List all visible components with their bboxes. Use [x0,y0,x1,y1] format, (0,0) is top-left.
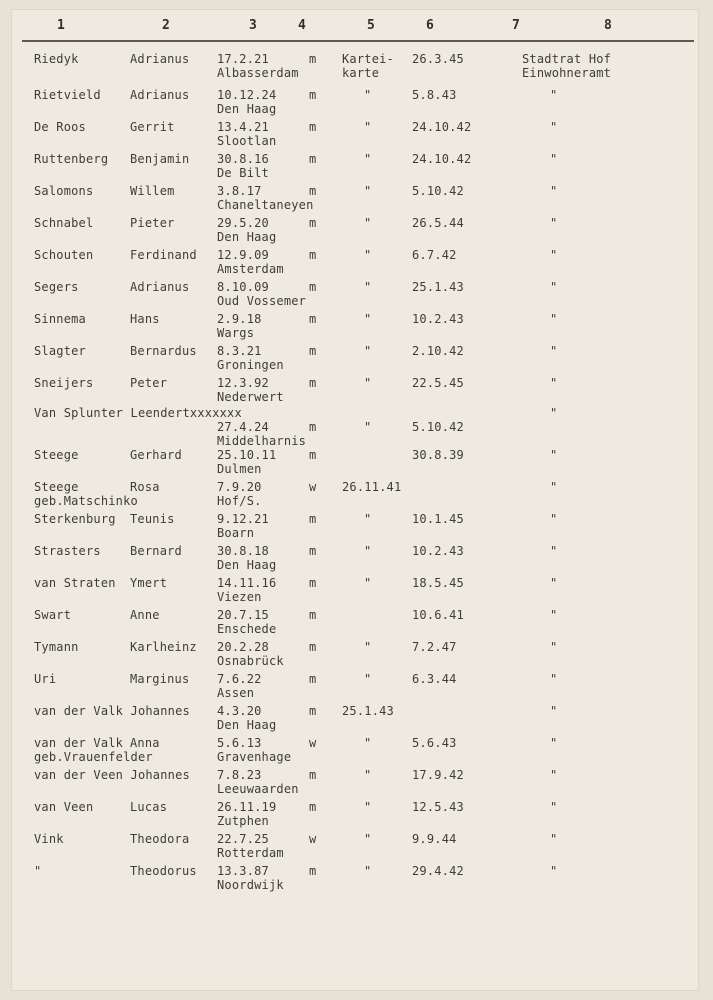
birth-place: Den Haag [217,230,277,244]
birth-place: Boarn [217,526,255,540]
firstname: Peter [130,376,168,390]
firstname: Rosa [130,480,160,494]
table-row [12,312,698,344]
birth-date: 8.10.09 [217,280,269,294]
firstname: Willem [130,184,175,198]
col5: " [364,640,372,654]
col5: " [364,672,372,686]
sex: m [309,704,317,718]
table-row [12,672,698,704]
birth-place: Groningen [217,358,284,372]
col8: " [550,406,558,420]
table-row [12,512,698,544]
col8: " [550,800,558,814]
surname: Swart [34,608,72,622]
sex: m [309,184,317,198]
surname: De Roos [34,120,86,134]
column-header-5: 5 [367,18,375,33]
surname: Sneijers [34,376,94,390]
date: 9.9.44 [412,832,457,846]
col8: " [550,640,558,654]
birth-place: Viezen [217,590,262,604]
table-row [12,52,698,84]
col8: " [550,608,558,622]
sex: m [309,576,317,590]
sex: m [309,344,317,358]
col5: " [364,736,372,750]
table-row [12,376,698,408]
surname: van Straten [34,576,116,590]
date: 18.5.45 [412,576,464,590]
table-row [12,800,698,832]
birth-place: Osnabrück [217,654,284,668]
surname: Vink [34,832,64,846]
col8: " [550,448,558,462]
col8: " [550,280,558,294]
date: 24.10.42 [412,120,472,134]
birth-place: Amsterdam [217,262,284,276]
col8: " [550,152,558,166]
col8: " [550,216,558,230]
table-row [12,406,698,448]
col8: " [550,704,558,718]
birth-place: Zutphen [217,814,269,828]
table-row [12,344,698,376]
col5: " [364,864,372,878]
table-row [12,576,698,608]
col5: " [364,576,372,590]
firstname: Bernardus [130,344,197,358]
firstname: Gerhard [130,448,182,462]
birth-date: 26.11.19 [217,800,277,814]
sex: m [309,152,317,166]
col8: " [550,312,558,326]
birth-date: 30.8.18 [217,544,269,558]
birth-place: Middelharnis [217,434,307,448]
birth-date: 27.4.24 [217,420,269,434]
date: 6.7.42 [412,248,457,262]
col5: " [364,216,372,230]
firstname: Ferdinand [130,248,197,262]
col8: " [550,768,558,782]
col7-line2: Einwohneramt [522,66,612,80]
date: 5.8.43 [412,88,457,102]
firstname: Karlheinz [130,640,197,654]
sex: w [309,736,317,750]
date: 22.5.45 [412,376,464,390]
birth-date: 29.5.20 [217,216,269,230]
date: 29.4.42 [412,864,464,878]
sex: m [309,312,317,326]
firstname: Benjamin [130,152,190,166]
col8: " [550,864,558,878]
col5: " [364,248,372,262]
birth-place: Dulmen [217,462,262,476]
date: 2.10.42 [412,344,464,358]
firstname: Adrianus [130,280,190,294]
col5: " [364,184,372,198]
col5: " [364,120,372,134]
sex: m [309,800,317,814]
surname: Steege [34,480,79,494]
surname: Ruttenberg [34,152,109,166]
surname: van der Veen Johannes [34,768,190,782]
firstname: Bernard [130,544,182,558]
col5: " [364,420,372,434]
column-header-4: 4 [298,18,306,33]
birth-place: Albasserdam [217,66,299,80]
column-header-8: 8 [604,18,612,33]
birth-date: 7.6.22 [217,672,262,686]
table-row [12,544,698,576]
date: 5.10.42 [412,420,464,434]
firstname: Lucas [130,800,168,814]
sex: m [309,864,317,878]
birth-date: 7.9.20 [217,480,262,494]
birth-date: 12.9.09 [217,248,269,262]
surname: Sinnema [34,312,86,326]
birth-date: 8.3.21 [217,344,262,358]
table-row [12,280,698,312]
date: 26.3.45 [412,52,464,66]
column-header-1: 1 [57,18,65,33]
birth-date: 20.7.15 [217,608,269,622]
table-row [12,448,698,480]
sex: m [309,640,317,654]
birth-place: Nederwert [217,390,284,404]
header-rule [22,40,694,42]
sex: m [309,120,317,134]
col5: " [364,768,372,782]
col8: " [550,736,558,750]
table-row [12,88,698,120]
birth-place: Rotterdam [217,846,284,860]
birth-date: 12.3.92 [217,376,269,390]
date: 26.5.44 [412,216,464,230]
birth-place: Den Haag [217,102,277,116]
col8: " [550,184,558,198]
col5: " [364,280,372,294]
surname: Sterkenburg [34,512,116,526]
birth-place: Oud Vossemer [217,294,307,308]
birth-date: 13.3.87 [217,864,269,878]
birth-date: 7.8.23 [217,768,262,782]
date: 7.2.47 [412,640,457,654]
birth-date: 13.4.21 [217,120,269,134]
surname: Riedyk [34,52,79,66]
date: 25.1.43 [412,280,464,294]
birth-place: Hof/S. [217,494,262,508]
surname: Slagter [34,344,86,358]
birth-place: Assen [217,686,255,700]
col5: " [364,512,372,526]
sex: w [309,480,317,494]
birth-place: Den Haag [217,718,277,732]
firstname: Adrianus [130,52,190,66]
col8: " [550,576,558,590]
surname: Rietvield [34,88,101,102]
birth-date: 9.12.21 [217,512,269,526]
firstname: Hans [130,312,160,326]
date: 12.5.43 [412,800,464,814]
birth-date: 14.11.16 [217,576,277,590]
firstname: Teunis [130,512,175,526]
date: 6.3.44 [412,672,457,686]
surname: Uri [34,672,57,686]
firstname: Pieter [130,216,175,230]
surname: van Veen [34,800,94,814]
birth-date: 3.8.17 [217,184,262,198]
birth-date: 20.2.28 [217,640,269,654]
sex: m [309,216,317,230]
col5: 25.1.43 [342,704,394,718]
col8: " [550,544,558,558]
sex: m [309,672,317,686]
table-row [12,216,698,248]
table-row [12,248,698,280]
birth-place: Leeuwaarden [217,782,299,796]
col7-line1: Stadtrat Hof [522,52,612,66]
col5: " [364,544,372,558]
date: 5.6.43 [412,736,457,750]
surname: van der Valk Johannes [34,704,190,718]
surname: Tymann [34,640,79,654]
surname: " [34,864,42,878]
birth-date: 30.8.16 [217,152,269,166]
firstname: Adrianus [130,88,190,102]
col5: " [364,832,372,846]
birth-date: 22.7.25 [217,832,269,846]
date: 5.10.42 [412,184,464,198]
column-header-6: 6 [426,18,434,33]
date: 30.8.39 [412,448,464,462]
sex: m [309,280,317,294]
birth-place: Enschede [217,622,277,636]
surname-second-line: geb.Matschinko [34,494,138,508]
table-row [12,480,698,512]
table-row [12,832,698,864]
col8: " [550,672,558,686]
surname: Strasters [34,544,101,558]
sex: m [309,544,317,558]
sex: m [309,52,317,66]
birth-place: Slootlan [217,134,277,148]
col8: " [550,88,558,102]
sex: w [309,832,317,846]
surname: Schnabel [34,216,94,230]
col5: " [364,152,372,166]
table-row [12,152,698,184]
firstname: Anne [130,608,160,622]
col8: " [550,376,558,390]
col8: " [550,248,558,262]
birth-place: Den Haag [217,558,277,572]
sex: m [309,768,317,782]
col5: " [364,800,372,814]
birth-place: De Bilt [217,166,269,180]
col5: " [364,312,372,326]
birth-date: 5.6.13 [217,736,262,750]
firstname: Theodorus [130,864,197,878]
date: 10.2.43 [412,312,464,326]
col5: " [364,344,372,358]
col5-line1: Kartei- [342,52,394,66]
surname-second-line: geb.Vrauenfelder [34,750,153,764]
sex: m [309,248,317,262]
col8: " [550,480,558,494]
birth-date: 2.9.18 [217,312,262,326]
birth-place: Gravenhage [217,750,292,764]
sex: m [309,448,317,462]
col5: 26.11.41 [342,480,402,494]
col8: " [550,832,558,846]
birth-place: Wargs [217,326,255,340]
table-row [12,704,698,736]
date: 17.9.42 [412,768,464,782]
table-row [12,736,698,768]
col5: " [364,88,372,102]
table-row [12,608,698,640]
col5-line2: karte [342,66,380,80]
firstname: Ymert [130,576,168,590]
col8: " [550,120,558,134]
firstname: Theodora [130,832,190,846]
surname: Schouten [34,248,94,262]
surname-line: Van Splunter Leendertxxxxxxx [34,406,242,420]
firstname: Anna [130,736,160,750]
birth-date: 4.3.20 [217,704,262,718]
column-header-3: 3 [249,18,257,33]
column-header-2: 2 [162,18,170,33]
document-page [12,10,698,990]
surname: van der Valk [34,736,124,750]
sex: m [309,420,317,434]
birth-date: 25.10.11 [217,448,277,462]
sex: m [309,376,317,390]
table-row [12,864,698,896]
sex: m [309,608,317,622]
birth-place: Chaneltaneyen [217,198,314,212]
table-row [12,120,698,152]
date: 10.2.43 [412,544,464,558]
birth-date: 10.12.24 [217,88,277,102]
date: 24.10.42 [412,152,472,166]
table-row [12,768,698,800]
table-row [12,184,698,216]
sex: m [309,512,317,526]
table-row [12,640,698,672]
firstname: Marginus [130,672,190,686]
firstname: Gerrit [130,120,175,134]
surname: Salomons [34,184,94,198]
date: 10.6.41 [412,608,464,622]
date: 10.1.45 [412,512,464,526]
sex: m [309,88,317,102]
col8: " [550,512,558,526]
birth-date: 17.2.21 [217,52,269,66]
col8: " [550,344,558,358]
surname: Segers [34,280,79,294]
col5: " [364,376,372,390]
column-header-7: 7 [512,18,520,33]
birth-place: Noordwijk [217,878,284,892]
surname: Steege [34,448,79,462]
